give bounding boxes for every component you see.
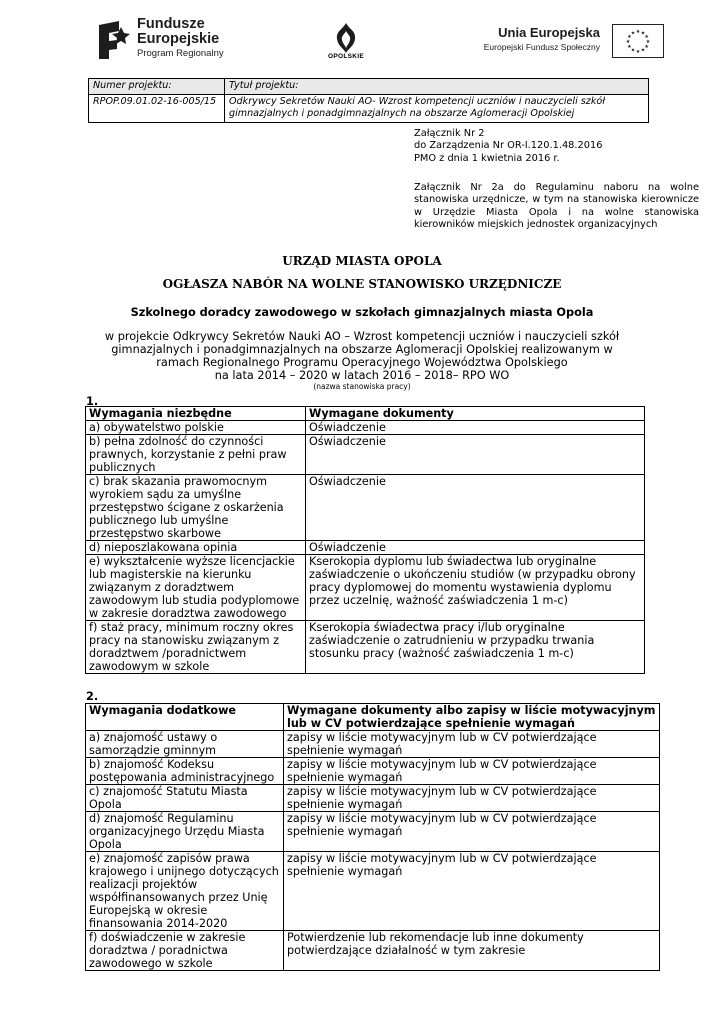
fe-logo-line1: Fundusze xyxy=(137,16,205,32)
table-row xyxy=(86,931,660,971)
position-title: Szkolnego doradcy zawodowego w szkołach gimnazjalnych miasta Opola xyxy=(130,306,594,319)
table-header: Wymagania niezbędne xyxy=(86,407,306,421)
table-row xyxy=(86,758,660,785)
document-cell: zapisy w liście motywacyjnym lub w CV potwierdzające spełnienie wymagań xyxy=(284,812,660,852)
project-number-header: Numer projektu: xyxy=(89,79,225,95)
eu-star-icon: ★ xyxy=(627,34,632,40)
opolskie-logo-text: OPOLSKIE xyxy=(328,53,364,60)
document-cell: zapisy w liście motywacyjnym lub w CV potwierdzające spełnienie wymagań xyxy=(284,731,660,758)
requirement-cell: b) pełna zdolność do czynności prawnych, korzystanie z pełni praw publicznych xyxy=(86,435,306,475)
requirement-cell: f) doświadczenie w zakresie doradztwa / poradnictwa zawodowego w szkole xyxy=(86,931,284,971)
table-header: Wymagane dokumenty xyxy=(306,407,645,421)
intro-years: na lata 2014 – 2020 w latach 2016 – 2018– RPO WO xyxy=(214,369,510,382)
announcement-title: OGŁASZA NABÓR NA WOLNE STANOWISKO URZĘDNICZE xyxy=(162,277,562,291)
document-cell: Potwierdzenie lub rekomendacje lub inne dokumenty potwierdzające działalność w tym zakresie xyxy=(284,931,660,971)
document-cell: Oświadczenie xyxy=(306,421,645,435)
attachment-note-1-line: PMO z dnia 1 kwietnia 2016 r. xyxy=(414,152,560,164)
office-title: URZĄD MIASTA OPOLA xyxy=(282,254,442,268)
eu-star-icon: ★ xyxy=(625,39,631,45)
additional-qualifications-table xyxy=(85,703,660,971)
attachment-note-1 xyxy=(414,128,704,165)
requirement-cell: a) znajomość ustawy o samorządzie gminnym xyxy=(86,731,284,758)
document-cell: Kserokopia dyplomu lub świadectwa lub oryginalne zaświadczenie o ukończeniu studiów (w przypadku obrony pracy dyplomowej do momentu wystawienia dyplomu przez uczelnię, ważność zaświadczenia 1 m-c) xyxy=(306,555,645,621)
table-row xyxy=(86,541,645,555)
requirement-cell: a) obywatelstwo polskie xyxy=(86,421,306,435)
table-row xyxy=(86,475,645,541)
document-cell: zapisy w liście motywacyjnym lub w CV potwierdzające spełnienie wymagań xyxy=(284,852,660,931)
table-row xyxy=(86,852,660,931)
eu-star-icon: ★ xyxy=(630,47,636,54)
requirement-cell: b) znajomość Kodeksu postępowania administracyjnego xyxy=(86,758,284,785)
requirement-cell: d) znajomość Regulaminu organizacyjnego Urzędu Miasta Opola xyxy=(86,812,284,852)
document-cell: zapisy w liście motywacyjnym lub w CV potwierdzające spełnienie wymagań xyxy=(284,785,660,812)
opolskie-logo xyxy=(320,22,372,66)
table-row xyxy=(86,555,645,621)
requirement-cell: c) brak skazania prawomocnym wyrokiem sądu za umyślne przestępstwo ścigane z oskarżenia publicznego lub umyślne przestępstwo skarbowe xyxy=(86,475,306,541)
project-number: RPOP.09.01.02-16-005/15 xyxy=(89,94,225,122)
document-cell: Kserokopia świadectwa pracy i/lub oryginalne zaświadczenie o zatrudnieniu w przypadku trwania stosunku pracy (ważność zaświadczenia 1 m-c) xyxy=(306,621,645,674)
attachment-note-2: Załącznik Nr 2a do Regulaminu naboru na wolne stanowiska urzędnicze, w tym na stanowiska kierownicze w Urzędzie Miasta Opola i na wolne stanowiska kierowników miejskich jednostek organizacyjnych xyxy=(414,182,699,230)
eu-logo-line1: Unia Europejska xyxy=(498,25,600,40)
intro-text: w projekcie Odkrywcy Sekretów Nauki AO – Wzrost kompetencji uczniów i nauczycieli szkół gimnazjalnych i ponadgimnazjalnych na obszarze Aglomeracji Opolskiej realizowanym w ramach Regionalnego Programu Operacyjnego Województwa Opolskiego xyxy=(104,330,620,369)
table-row xyxy=(86,812,660,852)
eu-star-icon: ★ xyxy=(627,44,632,50)
fe-star-icon xyxy=(97,19,131,61)
table-header: Wymagane dokumenty albo zapisy w liście motywacyjnym lub w CV potwierdzające spełnienie wymagań xyxy=(284,704,660,731)
eu-star-icon: ★ xyxy=(645,39,651,45)
requirement-cell: f) staż pracy, minimum roczny okres pracy na stanowisku związanym z doradztwem /poradnictwem zawodowym w szkole xyxy=(86,621,306,674)
position-name-note: (nazwa stanowiska pracy) xyxy=(313,382,411,391)
table-row xyxy=(86,421,645,435)
attachment-note-1-line: Załącznik Nr 2 xyxy=(414,128,485,139)
table-row xyxy=(86,621,645,674)
document-cell: Oświadczenie xyxy=(306,475,645,541)
requirement-cell: e) znajomość zapisów prawa krajowego i unijnego dotyczących realizacji projektów współfinansowanych przez Unię Europejską w okresie finansowania 2014-2020 xyxy=(86,852,284,931)
project-title: Odkrywcy Sekretów Nauki AO- Wzrost kompetencji uczniów i nauczycieli szkół gimnazjalnych i ponadgimnazjalnych na obszarze Aglomeracji Opolskiej xyxy=(225,94,649,122)
table-header: Wymagania dodatkowe xyxy=(86,704,284,731)
fe-logo-line2: Europejskie xyxy=(137,31,220,47)
section-2-number: 2. xyxy=(86,690,99,703)
project-info-table xyxy=(88,78,649,123)
eu-logo-line2: Europejski Fundusz Społeczny xyxy=(483,42,600,52)
required-qualifications-table xyxy=(85,406,645,674)
opolskie-emblem-icon xyxy=(320,22,372,54)
fe-logo-line3: Program Regionalny xyxy=(137,48,224,59)
attachment-note-1-line: do Zarządzenia Nr OR-I.120.1.48.2016 xyxy=(414,140,603,152)
table-row xyxy=(86,785,660,812)
fundusze-europejskie-logo xyxy=(97,17,237,67)
document-cell: Oświadczenie xyxy=(306,435,645,475)
eu-star-icon: ★ xyxy=(640,47,646,54)
table-row xyxy=(86,731,660,758)
table-row xyxy=(86,435,645,475)
eu-flag-icon xyxy=(612,24,664,58)
requirement-cell: e) wykształcenie wyższe licencjackie lub magisterskie na kierunku związanym z doradztwem zawodowym lub studia podyplomowe w zakresie doradztwa zawodowego xyxy=(86,555,306,621)
eu-star-icon: ★ xyxy=(644,44,649,50)
eu-star-icon: ★ xyxy=(630,30,636,37)
project-intro xyxy=(92,330,632,392)
document-cell: zapisy w liście motywacyjnym lub w CV potwierdzające spełnienie wymagań xyxy=(284,758,660,785)
document-cell: Oświadczenie xyxy=(306,541,645,555)
eu-star-icon: ★ xyxy=(644,34,649,40)
eu-logo-text xyxy=(470,25,600,53)
project-title-header: Tytuł projektu: xyxy=(225,79,649,95)
eu-star-icon: ★ xyxy=(635,29,641,35)
requirement-cell: c) znajomość Statutu Miasta Opola xyxy=(86,785,284,812)
eu-star-icon: ★ xyxy=(635,49,641,55)
section-1-number: 1. xyxy=(86,395,99,408)
eu-star-icon: ★ xyxy=(640,30,646,37)
requirement-cell: d) nieposzlakowana opinia xyxy=(86,541,306,555)
